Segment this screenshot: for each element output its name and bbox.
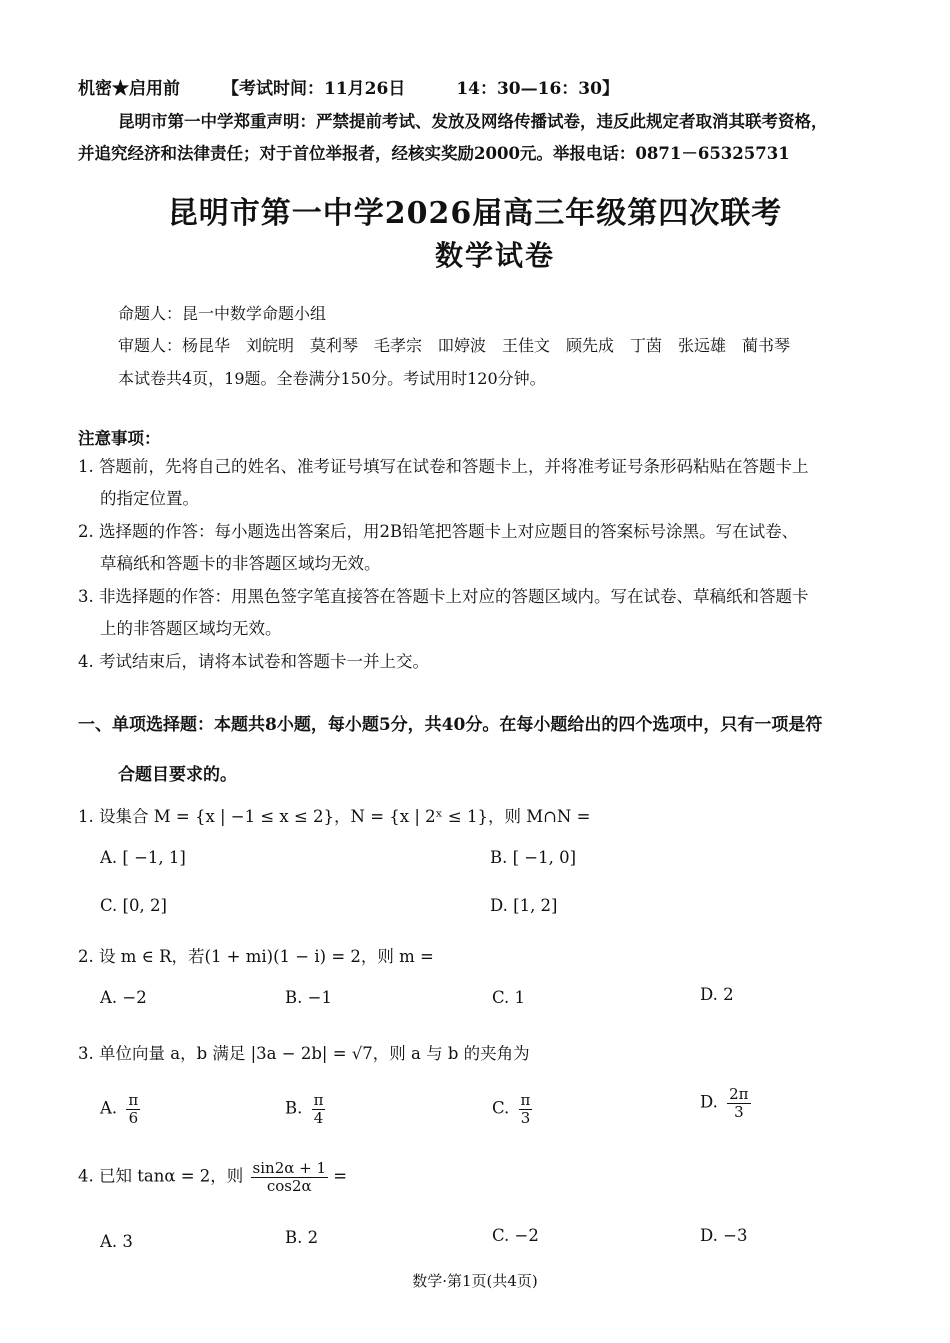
page-footer: 数学·第1页(共4页) [412, 1272, 538, 1290]
q4-stem-suffix: = [333, 1166, 348, 1186]
note-3-line-2: 上的非答题区域均无效。 [100, 619, 282, 638]
confidential-label: 机密★启用前 [78, 79, 180, 99]
question-2-stem: 2. 设 m ∈ R，若(1 + mi)(1 − i) = 2，则 m = [78, 947, 434, 966]
q3-option-c-numerator: π [520, 1091, 531, 1109]
paper-info: 本试卷共4页，19题。全卷满分150分。考试用时120分钟。 [118, 369, 546, 388]
q3-option-a [100, 1092, 140, 1126]
q3-option-c [492, 1092, 532, 1126]
q1-option-d: D. [1, 2] [490, 896, 558, 915]
q4-option-a: A. 3 [100, 1232, 133, 1251]
q3-option-d-label: D. [700, 1092, 718, 1112]
q3-option-c-fraction [519, 1092, 533, 1126]
q3-option-a-denominator: 6 [128, 1108, 139, 1127]
q3-option-b-denominator: 4 [313, 1108, 324, 1127]
notice-line-1: 昆明市第一中学郑重声明：严禁提前考试、发放及网络传播试卷，违反此规定者取消其联考资格， [118, 112, 828, 131]
q4-stem-prefix: 4. 已知 tanα = 2，则 [78, 1166, 244, 1186]
exam-subtitle: 数学试卷 [434, 239, 555, 272]
q4-fraction-numerator: sin2α + 1 [252, 1159, 327, 1177]
q2-option-d: D. 2 [700, 985, 734, 1004]
q3-option-d-fraction [727, 1086, 750, 1120]
q3-option-d [700, 1086, 751, 1120]
q2-option-c: C. 1 [492, 988, 526, 1007]
notes-heading: 注意事项： [78, 429, 161, 448]
q3-option-a-fraction [126, 1092, 140, 1126]
q3-option-b [285, 1092, 325, 1126]
section-1-line-2: 合题目要求的。 [118, 765, 237, 785]
q3-option-a-label: A. [100, 1098, 118, 1118]
reviewers-line: 审题人：杨昆华 刘皖明 莫利琴 毛孝宗 吅婷波 王佳文 顾先成 丁茵 张远雄 蔺书琴 [118, 336, 791, 355]
q3-option-b-label: B. [285, 1098, 303, 1118]
exam-time: 【考试时间：11月26日 14：30—16：30】 [222, 79, 619, 99]
question-1-stem: 1. 设集合 M = {x | −1 ≤ x ≤ 2}，N = {x | 2ˣ ≤ 1}，则 M∩N = [78, 807, 591, 826]
q1-option-a: A. [ −1, 1] [100, 848, 186, 867]
note-1-line-2: 的指定位置。 [100, 489, 199, 508]
exam-title: 昆明市第一中学2026届高三年级第四次联考 [167, 196, 783, 231]
section-1-line-1: 一、单项选择题：本题共8小题，每小题5分，共40分。在每小题给出的四个选项中，只有一项是符 [78, 715, 823, 735]
q3-option-d-numerator: 2π [729, 1085, 749, 1103]
q3-option-a-numerator: π [128, 1091, 139, 1109]
q4-option-d: D. −3 [700, 1226, 748, 1245]
notice-line-2: 并追究经济和法律责任；对于首位举报者，经核实奖励2000元。举报电话：0871－65325731 [78, 144, 790, 163]
q3-option-b-fraction [312, 1092, 326, 1126]
q3-option-b-numerator: π [313, 1091, 324, 1109]
note-3-line-1: 3. 非选择题的作答：用黑色签字笔直接答在答题卡上对应的答题区域内。写在试卷、草稿纸和答题卡 [78, 587, 809, 606]
question-4-stem [78, 1160, 347, 1194]
note-2-line-2: 草稿纸和答题卡的非答题区域均无效。 [100, 554, 381, 573]
q2-option-a: A. −2 [100, 988, 147, 1007]
q4-stem-fraction [251, 1160, 328, 1194]
note-2-line-1: 2. 选择题的作答：每小题选出答案后，用2B铅笔把答题卡上对应题目的答案标号涂黑。写在试卷、 [78, 522, 799, 541]
q4-fraction-denominator: cos2α [266, 1176, 312, 1195]
question-3-stem: 3. 单位向量 a，b 满足 |3a − 2b| = √7，则 a 与 b 的夹角为 [78, 1044, 530, 1063]
author-line: 命题人：昆一中数学命题小组 [118, 304, 327, 323]
q2-option-b: B. −1 [285, 988, 332, 1007]
note-1-line-1: 1. 答题前，先将自己的姓名、准考证号填写在试卷和答题卡上，并将准考证号条形码粘贴在答题卡上 [78, 457, 809, 476]
q1-option-c: C. [0, 2] [100, 896, 167, 915]
q3-option-c-label: C. [492, 1098, 510, 1118]
q4-option-c: C. −2 [492, 1226, 539, 1245]
q4-option-b: B. 2 [285, 1228, 319, 1247]
q3-option-d-denominator: 3 [734, 1102, 744, 1121]
note-4: 4. 考试结束后，请将本试卷和答题卡一并上交。 [78, 652, 429, 671]
q1-option-b: B. [ −1, 0] [490, 848, 577, 867]
q3-option-c-denominator: 3 [520, 1108, 531, 1127]
